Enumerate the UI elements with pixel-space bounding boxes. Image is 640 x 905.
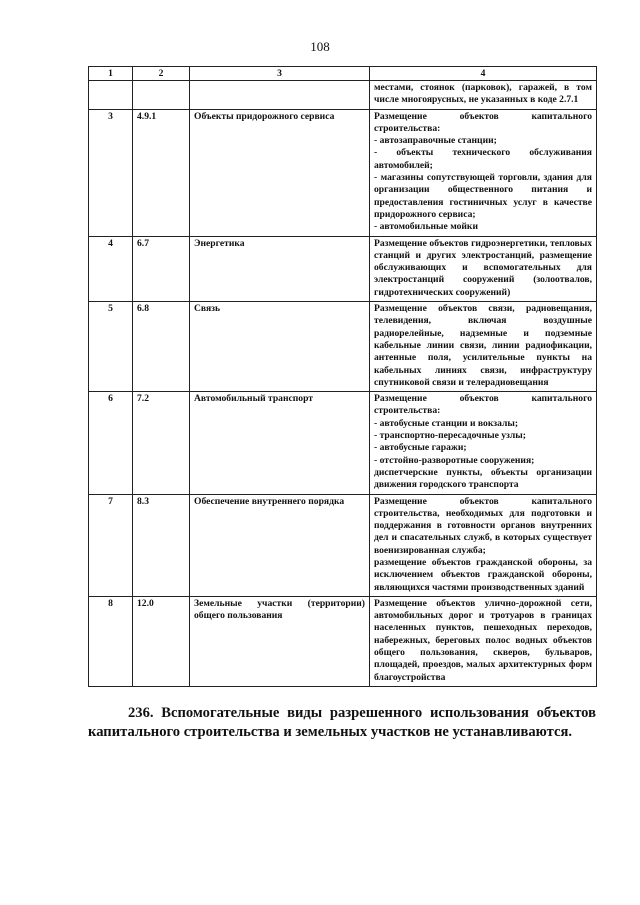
row-number: 4 xyxy=(89,236,133,301)
row-code: 8.3 xyxy=(133,494,190,596)
description-line: - автобусные станции и вокзалы; xyxy=(374,417,519,429)
row-code: 12.0 xyxy=(133,596,190,686)
row-number: 5 xyxy=(89,302,133,392)
description-line: - автомобильные мойки xyxy=(374,221,478,233)
header-col-1: 1 xyxy=(89,67,133,81)
description-line: Размещение объектов связи, радиовещания, телевидения, включая воздушные радиорелейные, надземные и подземные кабельные линии связи, линии радиофикации, антенные поля, усилительные пункты на кабельных линиях связи, инфраструктуру спутниковой связи и телерадиовещания xyxy=(374,303,592,388)
row-code: 4.9.1 xyxy=(133,109,190,236)
description-line: - объекты технического обслуживания автомобилей; xyxy=(374,147,592,171)
page-number: 108 xyxy=(310,39,330,54)
row-description xyxy=(370,392,597,494)
table-row xyxy=(89,302,597,392)
row-number: 8 xyxy=(89,596,133,686)
row-name xyxy=(190,81,370,110)
table-row xyxy=(89,392,597,494)
row-code xyxy=(133,81,190,110)
row-number: 7 xyxy=(89,494,133,596)
note-paragraph: 236. Вспомогательные виды разрешенного использования объектов капитального строительства и земельных участков не устанавливаются. xyxy=(88,705,596,740)
row-description xyxy=(370,596,597,686)
description-line: - автозаправочные станции; xyxy=(374,135,497,147)
row-number xyxy=(89,81,133,110)
row-name: Земельные участки (территории) общего пользования xyxy=(190,596,370,686)
description-line: местами, стоянок (парковок), гаражей, в том числе многоярусных, не указанных в коде 2.7.1 xyxy=(374,82,592,106)
row-description xyxy=(370,302,597,392)
description-line: Размещение объектов капитального строительства: xyxy=(374,393,592,417)
description-line: - транспортно-пересадочные узлы; xyxy=(374,430,526,442)
row-code: 7.2 xyxy=(133,392,190,494)
row-code: 6.7 xyxy=(133,236,190,301)
table-row xyxy=(89,109,597,236)
row-name: Энергетика xyxy=(190,236,370,301)
header-col-2: 2 xyxy=(133,67,190,81)
row-code: 6.8 xyxy=(133,302,190,392)
table-row xyxy=(89,596,597,686)
description-line: Размещение объектов капитального строительства, необходимых для подготовки и поддержания в готовности органов внутренних дел и спасательных служб, в которых существует военизированная служба; xyxy=(374,495,592,556)
row-name: Обеспечение внутреннего порядка xyxy=(190,494,370,596)
row-name: Связь xyxy=(190,302,370,392)
header-col-3: 3 xyxy=(190,67,370,81)
header-col-4: 4 xyxy=(370,67,597,81)
land-use-table xyxy=(88,66,597,687)
row-name: Автомобильный транспорт xyxy=(190,392,370,494)
table-row xyxy=(89,494,597,596)
row-description xyxy=(370,81,597,110)
row-description xyxy=(370,109,597,236)
row-description xyxy=(370,236,597,301)
description-line: - автобусные гаражи; xyxy=(374,442,467,454)
description-line: - магазины сопутствующей торговли, здания для организации общественного питания и предоставления гостиничных услуг в качестве придорожного сервиса; xyxy=(374,172,592,220)
description-line: Размещение объектов капитального строительства: xyxy=(374,110,592,134)
row-number: 3 xyxy=(89,109,133,236)
description-line: Размещение объектов гидроэнергетики, тепловых станций и других электростанций, размещение обслуживающих и вспомогательных для электростанций сооружений (золоотвалов, гидротехнических сооружений) xyxy=(374,237,592,298)
row-number: 6 xyxy=(89,392,133,494)
description-line: размещение объектов гражданской обороны, за исключением объектов гражданской обороны, являющихся частями производственных зданий xyxy=(374,556,592,593)
description-line: Размещение объектов улично-дорожной сети, автомобильных дорог и тротуаров в границах населенных пунктов, пешеходных переходов, набережных, береговых полос водных объектов общего пользования, скверов, бульваров, площадей, проездов, малых архитектурных форм благоустройства xyxy=(374,597,592,683)
table-row xyxy=(89,81,597,110)
row-description xyxy=(370,494,597,596)
table-header-row xyxy=(89,67,597,81)
table-row xyxy=(89,236,597,301)
description-line: диспетчерские пункты, объекты организации движения городского транспорта xyxy=(374,466,592,491)
description-line: - отстойно-разворотные сооружения; xyxy=(374,454,535,466)
row-name: Объекты придорожного сервиса xyxy=(190,109,370,236)
